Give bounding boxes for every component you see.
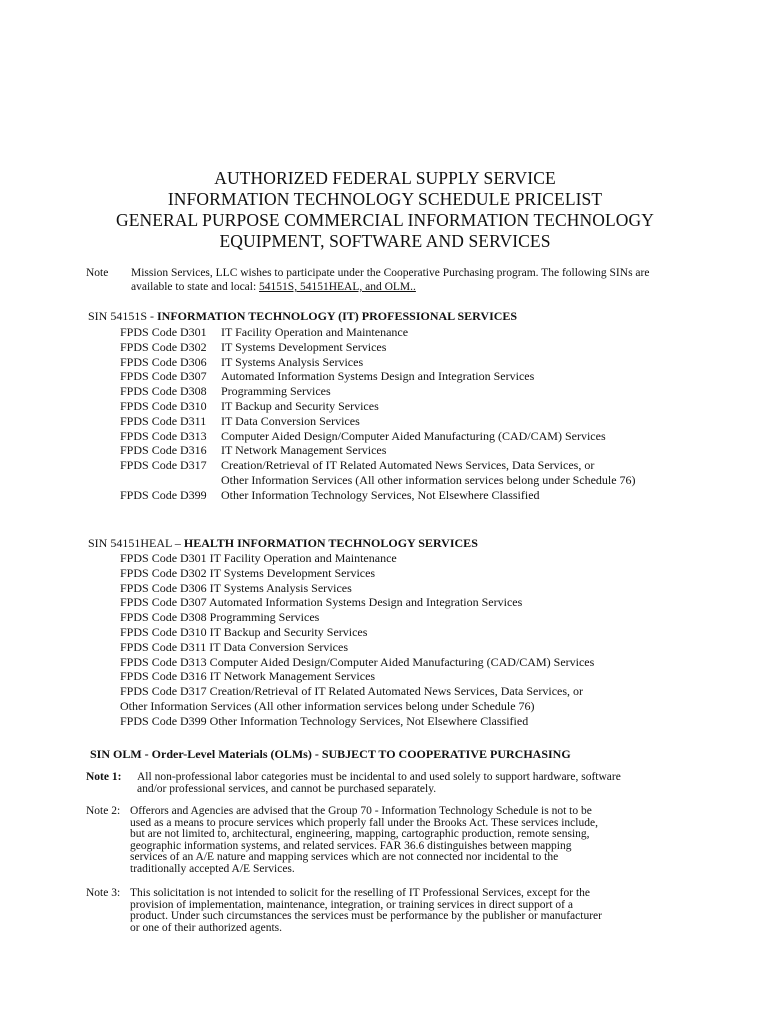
document-title [0, 168, 770, 252]
fpds-code: FPDS Code D302 [120, 339, 207, 354]
olm-note-2-text [130, 806, 730, 875]
sin2-code-line: Other Information Services (All other information services belong under Schedule 76) [120, 698, 535, 713]
sin2-code-line: FPDS Code D307 Automated Information Systems Design and Integration Services [120, 595, 523, 610]
sin1-title: INFORMATION TECHNOLOGY (IT) PROFESSIONAL SERVICES [157, 309, 518, 323]
fpds-code: FPDS Code D308 [120, 384, 207, 399]
fpds-description: Computer Aided Design/Computer Aided Manufacturing (CAD/CAM) Services [221, 428, 606, 443]
fpds-code: FPDS Code D311 [120, 413, 207, 428]
olm-note2-line: services of an A/E nature and mapping services which are not connected nor incidental to the [130, 851, 559, 863]
sin2-code-line: FPDS Code D313 Computer Aided Design/Computer Aided Manufacturing (CAD/CAM) Services [120, 654, 595, 669]
fpds-description: IT Facility Operation and Maintenance [221, 325, 409, 339]
olm-note-3-text [130, 888, 730, 934]
sin2-code-line: FPDS Code D399 Other Information Technology Services, Not Elsewhere Classified [120, 713, 529, 728]
intro-note-line2-prefix: available to state and local: [131, 281, 260, 293]
intro-note-label: Note [86, 267, 109, 279]
fpds-code: FPDS Code D310 [120, 398, 207, 413]
olm-note2-line: Offerors and Agencies are advised that the Group 70 - Information Technology Schedule is not to be [130, 805, 592, 817]
fpds-code: FPDS Code D307 [120, 369, 207, 384]
title-line: EQUIPMENT, SOFTWARE AND SERVICES [219, 231, 551, 251]
olm-note-1-text [137, 772, 737, 795]
fpds-description: Creation/Retrieval of IT Related Automated News Services, Data Services, or [221, 458, 595, 473]
olm-note3-line: or one of their authorized agents. [130, 921, 282, 934]
fpds-description: Programming Services [221, 384, 331, 399]
olm-note2-line: used as a means to procure services which properly fall under the Brooks Act. These services include, [130, 816, 598, 829]
sin2-title: HEALTH INFORMATION TECHNOLOGY SERVICES [183, 536, 478, 550]
title-line: INFORMATION TECHNOLOGY SCHEDULE PRICELIST [167, 189, 603, 209]
fpds-code: FPDS Code D313 [120, 428, 207, 443]
fpds-description: Other Information Technology Services, Not Elsewhere Classified [221, 487, 540, 502]
olm-note3-line: This solicitation is not intended to solicit for the reselling of IT Professional Services, except for the [130, 887, 591, 899]
sin2-code-line: FPDS Code D302 IT Systems Development Services [120, 565, 376, 580]
sin2-code-line: FPDS Code D317 Creation/Retrieval of IT Related Automated News Services, Data Services, or [120, 684, 584, 699]
olm-heading: SIN OLM - Order-Level Materials (OLMs) - SUBJECT TO COOPERATIVE PURCHASING [90, 747, 571, 761]
intro-note-line1: Mission Services, LLC wishes to participate under the Cooperative Purchasing program. The following SINs are [131, 267, 650, 279]
fpds-code: FPDS Code D317 [120, 458, 207, 473]
sin2-code-line: FPDS Code D311 IT Data Conversion Services [120, 639, 348, 654]
fpds-code: FPDS Code D301 [120, 325, 207, 339]
sin2-prefix: SIN 54151HEAL – [88, 536, 184, 550]
olm-note2-line: but are not limited to, architectural, engineering, mapping, cartographic production, remote sensing, [130, 828, 590, 840]
sin2-code-line: FPDS Code D310 IT Backup and Security Services [120, 624, 368, 639]
fpds-code: FPDS Code D306 [120, 354, 207, 369]
olm-note-2-label: Note 2: [86, 805, 121, 817]
olm-note2-line: traditionally accepted A/E Services. [130, 862, 295, 875]
intro-note-sin-list: 54151S, 54151HEAL, and OLM.. [259, 281, 416, 293]
fpds-description: Other Information Services (All other information services belong under Schedule 76) [221, 472, 636, 487]
sin2-code-line: FPDS Code D306 IT Systems Analysis Services [120, 580, 352, 595]
fpds-description: IT Data Conversion Services [221, 413, 360, 428]
intro-note-line2 [131, 281, 416, 294]
sin1-heading [88, 309, 517, 324]
fpds-code: FPDS Code D399 [120, 487, 207, 502]
sin2-heading [88, 536, 478, 551]
sin2-code-list [120, 551, 594, 729]
olm-note3-line: product. Under such circumstances the services must be performance by the publisher or manufacturer [130, 910, 602, 922]
fpds-description: IT Systems Analysis Services [221, 354, 364, 369]
fpds-description: Automated Information Systems Design and Integration Services [221, 369, 535, 384]
fpds-description: IT Systems Development Services [221, 339, 387, 354]
olm-note1-line: and/or professional services, and cannot be purchased separately. [137, 782, 437, 795]
olm-note3-line: provision of implementation, maintenance, integration, or training services in direct support of a [130, 898, 573, 911]
title-line: GENERAL PURPOSE COMMERCIAL INFORMATION TECHNOLOGY [115, 210, 655, 230]
olm-note-3-label: Note 3: [86, 887, 121, 899]
olm-note-1-label: Note 1: [86, 771, 122, 783]
olm-note1-line: All non-professional labor categories must be incidental to and used solely to support hardware, software [137, 771, 621, 783]
sin2-code-line: FPDS Code D308 Programming Services [120, 610, 320, 625]
intro-note [86, 267, 686, 297]
sin1-prefix: SIN 54151S - [88, 309, 158, 323]
fpds-code: FPDS Code D316 [120, 443, 207, 458]
title-line: AUTHORIZED FEDERAL SUPPLY SERVICE [214, 168, 556, 188]
sin2-code-line: FPDS Code D301 IT Facility Operation and Maintenance [120, 551, 397, 565]
fpds-description: IT Network Management Services [221, 443, 387, 458]
olm-note2-line: geographic information systems, and related services. FAR 36.6 distinguishes between mapping [130, 839, 572, 852]
sin2-code-line: FPDS Code D316 IT Network Management Services [120, 669, 376, 684]
fpds-description: IT Backup and Security Services [221, 398, 379, 413]
